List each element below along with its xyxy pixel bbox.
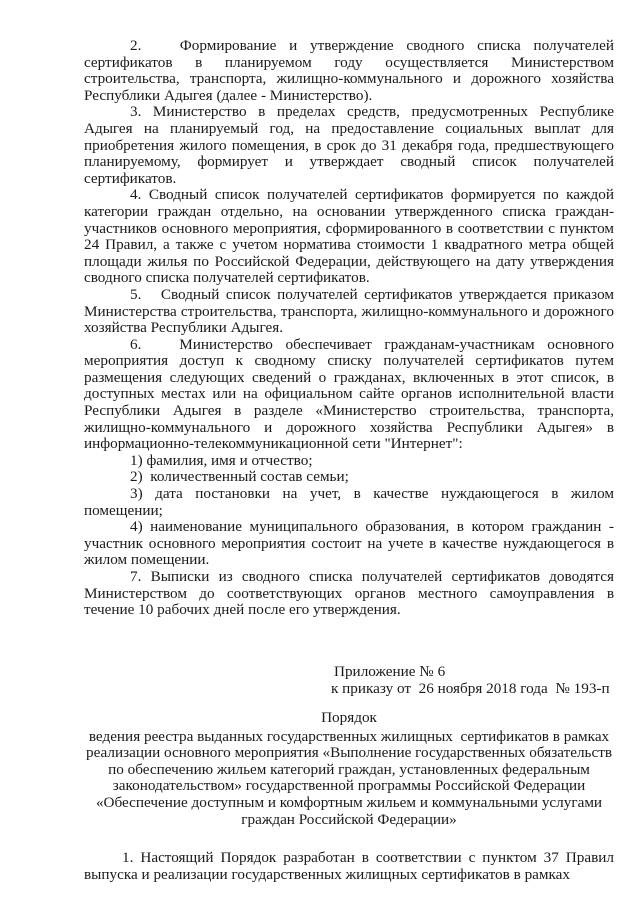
procedure-heading: Порядок bbox=[321, 709, 377, 726]
paragraph-7: 7. Выписки из сводного списка получателей сертификатов доводятся Министерством до соответствующих органов местного самоуправления в течение 10 рабочих дней после его утверждения. bbox=[84, 568, 614, 619]
paragraph-3: 3. Министерство в пределах средств, предусмотренных Республике Адыгея на планируемый год, на предоставление социальных выплат для приобретения жилого помещения, в срок до 31 декабря года, предшествующего планируемому, формирует и утверждает сводный список получателей сертификатов. bbox=[84, 103, 614, 187]
subitem-3: 3) дата постановки на учет, в качестве нуждающегося в жилом помещении; bbox=[84, 485, 614, 519]
document-body bbox=[84, 38, 614, 619]
procedure-body bbox=[84, 850, 614, 883]
annex-order-reference: к приказу от 26 ноября 2018 года № 193-п bbox=[331, 680, 610, 697]
procedure-subtitle: ведения реестра выданных государственных жилищных сертификатов в рамках реализации основного мероприятия «Выполнение государственных обязательств по обеспечению жильем категорий граждан, установленных федеральным законодательством» государственной программы Российской Федерации «Обеспечение доступным и комфортным жильем и коммунальными услугами граждан Российской Федерации» bbox=[85, 727, 613, 828]
paragraph-5: 5. Сводный список получателей сертификатов утверждается приказом Министерства строительства, транспорта, жилищно-коммунального и дорожного хозяйства Республики Адыгея. bbox=[84, 285, 614, 337]
annex-title: Приложение № 6 bbox=[334, 663, 446, 680]
subitem-2: 2) количественный состав семьи; bbox=[130, 468, 349, 486]
subitem-1: 1) фамилия, имя и отчество; bbox=[130, 451, 313, 469]
subitem-4: 4) наименование муниципального образования, в котором гражданин - участник основного мероприятия состоит на учете в качестве нуждающегося в жилом помещении. bbox=[84, 518, 614, 569]
procedure-title-block bbox=[84, 710, 614, 828]
annex-header bbox=[331, 663, 610, 697]
paragraph-4: 4. Сводный список получателей сертификатов формируется по каждой категории граждан отдельно, на основании утвержденного списка граждан-участников основного мероприятия, сформированного в соответствии с пунктом 24 Правил, а также с учетом норматива стоимости 1 квадратного метра общей площади жилья по Российской Федерации, действующего на дату утверждения сводного списка получателей сертификатов. bbox=[84, 186, 614, 287]
paragraph-2: 2. Формирование и утверждение сводного списка получателей сертификатов в планируемом году осуществляется Министерством строительства, транспорта, жилищно-коммунального и дорожного хозяйства Республики Адыгея (далее - Министерство). bbox=[84, 37, 614, 104]
procedure-paragraph-1: 1. Настоящий Порядок разработан в соответствии с пунктом 37 Правил выпуска и реализации государственных жилищных сертификатов в рамках bbox=[84, 849, 614, 883]
paragraph-6: 6. Министерство обеспечивает гражданам-участникам основного мероприятия доступ к сводному списку получателей сертификатов путем размещения следующих сведений о гражданах, включенных в этот список, в доступных местах или на официальном сайте органов исполнительной власти Республики Адыгея в разделе «Министерство строительства, транспорта, жилищно-коммунального и дорожного хозяйства Республики Адыгея» в информационно-телекоммуникационной сети "Интернет": bbox=[84, 335, 614, 453]
